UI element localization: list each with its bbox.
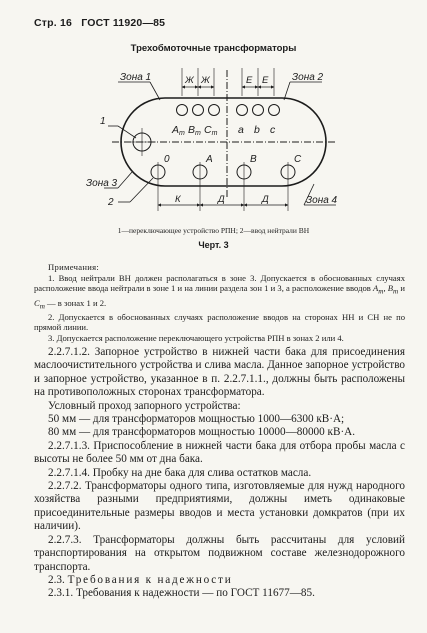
label-Am: Am (172, 124, 185, 137)
label-b: b (254, 124, 260, 136)
bushing-Bm (193, 105, 204, 116)
zone-3-label: Зона 3 (86, 178, 118, 189)
para-2-2-7-3: 2.2.7.3. Трансформаторы должны быть рассчитаны для условий транспортирования на открытом подвижном составе железнодорожного транспорта. (34, 533, 405, 573)
para-nominal-bore: Условный проход запорного устройства: (48, 399, 241, 412)
callout-1: 1 (100, 116, 106, 127)
label-A: A (206, 154, 213, 165)
para-2-3-1: 2.3.1. Требования к надежности — по ГОСТ 11677—85. (48, 587, 315, 600)
para-2-2-7-1-4: 2.2.7.1.4. Пробку на дне бака для слива остатков масла. (48, 466, 312, 479)
dim-zh-2: Ж (201, 75, 210, 86)
para-50mm: 50 мм — для трансформаторов мощностью 1000—6300 кВ·А; (48, 413, 345, 426)
dim-d-2: Д (262, 194, 269, 205)
para-2-2-7-1-3: 2.2.7.1.3. Приспособление в нижней части бака для отбора пробы масла с высоты не более 50 мм от дна бака. (34, 439, 405, 466)
figure-caption: 1—переключающее устройство РПН; 2—ввод нейтрали ВН (117, 226, 310, 235)
standard-number: ГОСТ 11920—85 (81, 17, 166, 29)
label-Cm: Cm (204, 124, 218, 137)
notes-heading: Примечания: (48, 262, 100, 272)
dim-e-2: Е (262, 75, 269, 86)
page-number: Стр. 16 (34, 17, 73, 29)
page-header (34, 17, 171, 29)
label-c: c (270, 124, 276, 136)
zone-4-label: Зона 4 (306, 195, 338, 206)
bushing-Cm (209, 105, 220, 116)
para-2-2-7-1-2: 2.2.7.1.2. Запорное устройство в нижней части бака для присоединения маслоочистительного устройства и слива масла. Данное запорное устройство и запорное устройство, указанное в п. 2.2.7.1.1., должны быть расположены на противоположных сторонах трансформатора. (34, 346, 405, 399)
section-title: Трехобмоточные трансформаторы (130, 43, 297, 54)
section-2-3-heading: 2.3. Требования к надежности (48, 573, 233, 586)
figure-number: Черт. 3 (198, 240, 229, 250)
note-1: 1. Ввод нейтрали ВН должен располагаться в зоне 3. Допускается в обоснованных случаях расположение ввода нейтрали в зоне 1 и на линии раздела зон 1 и 3, а расположение вводов $A_m$, $B_m$ и $C_m$ — в зонах 1 и 2. (34, 272, 406, 311)
note-3: 3. Допускается расположение переключающего устройства РПН в зонах 2 или 4. (48, 333, 344, 343)
dim-e-1: Е (246, 75, 253, 86)
label-Bm: Bm (188, 124, 201, 137)
label-a: a (238, 124, 244, 136)
dim-zh-1: Ж (185, 75, 194, 86)
tank-drawing (0, 55, 427, 225)
dim-d-1: Д (218, 194, 225, 205)
label-B: B (250, 154, 257, 165)
para-2-2-7-2: 2.2.7.2. Трансформаторы одного типа, изготовляемые для нужд народного хозяйства разными предприятиями, должны иметь одинаковые присоединительные размеры вводов и места установки домкратов (при их наличии). (34, 480, 405, 533)
bushing-Am (177, 105, 188, 116)
zone-1-label: Зона 1 (120, 72, 152, 83)
para-80mm: 80 мм — для трансформаторов мощностью 10000—80000 кВ·А. (48, 426, 356, 439)
dim-k: К (175, 194, 181, 205)
notes-block (34, 262, 405, 344)
bushing-a (237, 105, 248, 116)
bushing-b (253, 105, 264, 116)
note-2: 2. Допускается в обоснованных случаях расположение вводов на сторонах НН и СН не по прямой линии. (34, 311, 405, 333)
main-text (34, 346, 405, 601)
label-0: 0 (164, 154, 170, 165)
callout-2: 2 (108, 197, 114, 208)
bushing-c (269, 105, 280, 116)
label-C: C (294, 154, 302, 165)
zone-2-label: Зона 2 (292, 72, 324, 83)
